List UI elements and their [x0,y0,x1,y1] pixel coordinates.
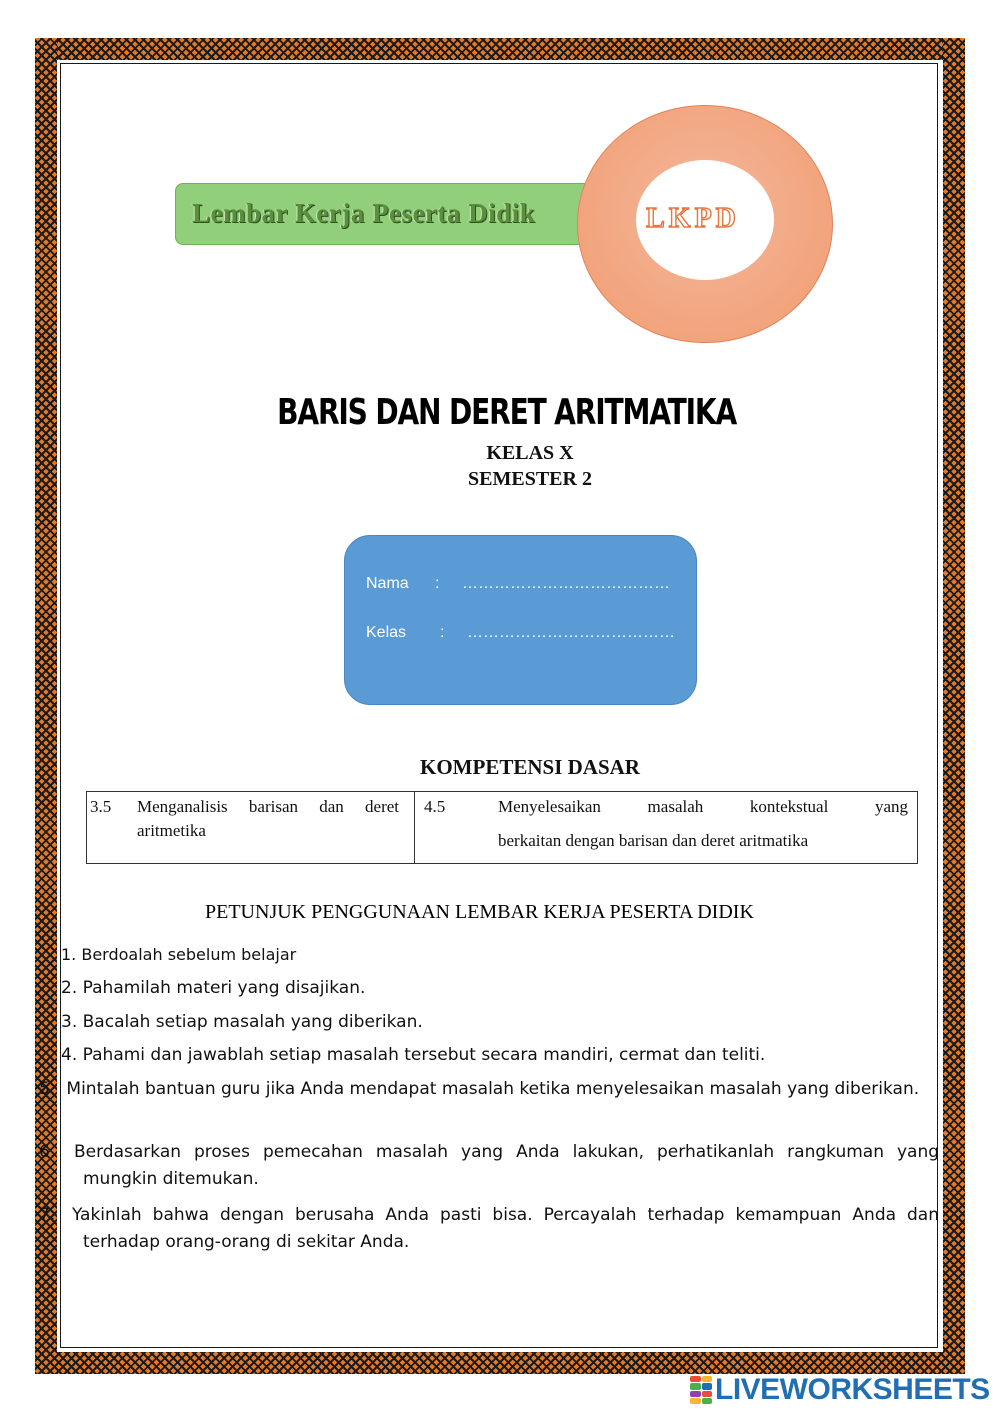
instruction-text: Pahami dan jawablah setiap masalah tersebut secara mandiri, cermat dan teliti. [82,1045,766,1065]
instruction-item [61,1202,939,1256]
logo-tile [690,1383,701,1389]
instruction-number: 3. [61,1012,78,1032]
instruction-item [61,975,939,1002]
logo-tile [702,1376,713,1382]
page-title: BARIS DAN DERET ARITMATIKA [277,392,737,433]
kd2-text-line1: Menyelesaikan masalah kontekstual yang [498,797,908,816]
instruction-item [61,1009,939,1036]
logo-tile [690,1391,701,1397]
kd1-number: 3.5 [90,797,112,816]
instruction-text: Berdoalah sebelum belajar [81,945,297,964]
logo-tile [690,1398,701,1404]
kd2-number: 4.5 [424,797,446,816]
instruction-text: Mintalah bantuan guru jika Anda mendapat masalah ketika menyelesaikan masalah yang diberikan. [66,1079,920,1099]
kelas-label: Kelas [366,624,407,641]
instruction-text: Pahamilah materi yang disajikan. [82,978,366,998]
kelas-field[interactable]: ………………………………… [467,624,675,641]
instruction-text: Berdasarkan proses pemecahan masalah yang Anda lakukan, perhatikanlah rangkuman yang mungkin ditemukan. [73,1142,940,1189]
logo-tile [702,1391,713,1397]
instruction-item [61,1139,939,1193]
logo-tile [702,1398,713,1404]
lkpd-badge-text: LKPD [646,203,740,234]
class-level: KELAS X [486,442,574,464]
nama-label: Nama [366,575,409,592]
petunjuk-heading: PETUNJUK PENGGUNAAN LEMBAR KERJA PESERTA DIDIK [205,901,754,923]
instruction-text: Bacalah setiap masalah yang diberikan. [82,1012,423,1032]
banner-title: Lembar Kerja Peserta Didik [192,198,536,228]
instruction-text: Yakinlah bahwa dengan berusaha Anda pasti bisa. Percayalah terhadap kemampuan Anda dan terhadap orang-orang di sekitar Anda. [71,1205,939,1252]
instruction-item [61,1042,939,1069]
instruction-item [61,941,939,968]
kd1-text: Menganalisis barisan dan deret aritmetika [137,797,399,840]
kompetensi-heading: KOMPETENSI DASAR [420,755,640,779]
decorative-border-top [35,38,965,60]
instruction-number: 2. [61,978,78,998]
kd2-text-line2: berkaitan dengan barisan dan deret aritmatika [498,831,809,850]
logo-tile [690,1376,701,1382]
decorative-border-left [35,38,57,1374]
nama-field[interactable]: ………………………………… [462,575,670,592]
instruction-number: 1. [61,945,77,964]
kompetensi-table-divider [414,791,415,864]
liveworksheets-watermark[interactable] [690,1374,990,1406]
decorative-border-bottom [35,1352,965,1374]
decorative-border-right [943,38,965,1374]
semester-label: SEMESTER 2 [468,468,592,490]
instruction-number: 4. [61,1045,78,1065]
identity-box [344,535,697,705]
logo-tile [702,1383,713,1389]
nama-colon: : [435,575,440,592]
watermark-text: LIVEWORKSHEETS [715,1373,990,1406]
kelas-colon: : [440,624,445,641]
instruction-item [61,1076,939,1103]
liveworksheets-logo-icon [690,1376,712,1404]
